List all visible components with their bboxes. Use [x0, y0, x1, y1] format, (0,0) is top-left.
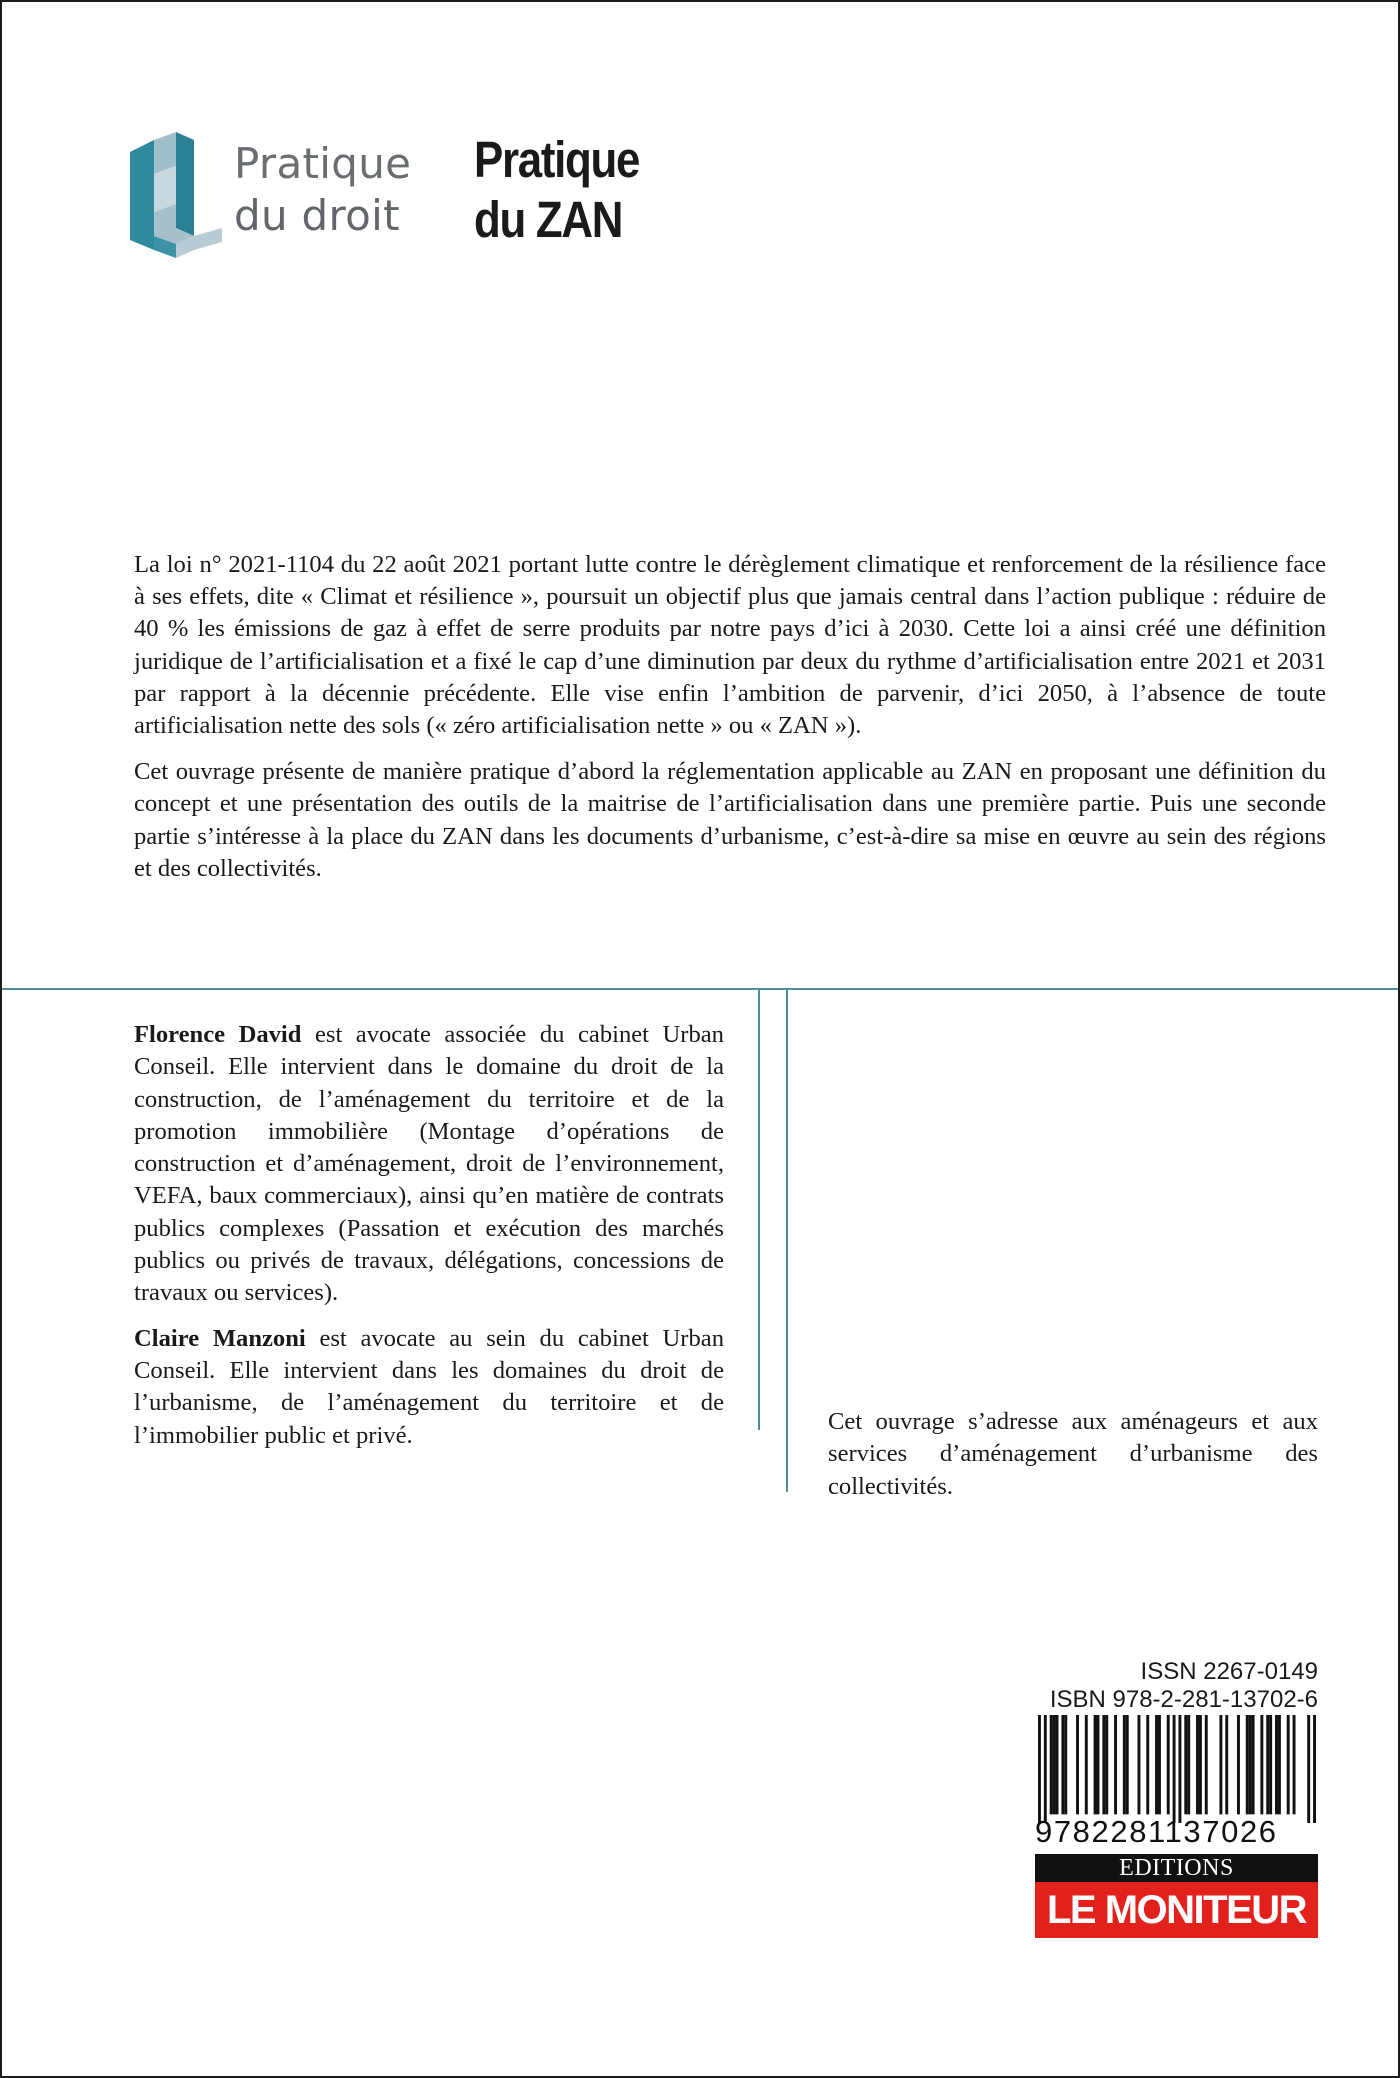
barcode-bar	[1287, 1715, 1290, 1814]
audience-text: Cet ouvrage s’adresse aux aménageurs et aux services d’aménagement d’urbanisme des collectivités.	[828, 1408, 1318, 1500]
barcode-bar	[1053, 1715, 1056, 1814]
barcode-bar	[1094, 1715, 1097, 1814]
barcode-bar	[1266, 1715, 1269, 1814]
barcode-bar	[1167, 1715, 1170, 1814]
barcode-bar	[1064, 1715, 1067, 1814]
intro-paragraph-1: La loi n° 2021-1104 du 22 août 2021 portant lutte contre le dérèglement climatique et renforcement de la résilience face à ses effets, dite « Climat et résilience », poursuit un objectif plus que jamais central dans l’action publique : réduire de 40 % les émissions de gaz à effet de serre produits par notre pays d’ici à 2030. Cette loi a ainsi créé une définition juridique de l’artificialisation et a fixé le cap d’une diminution par deux du rythme d’artificialisation entre 2021 et 2031 par rapport à la décennie précédente. Elle vise enfin l’ambition de parvenir, d’ici 2050, à l’absence de toute artificialisation nette des sols (« zéro artificialisation nette » ou « ZAN »).	[134, 551, 1326, 740]
pratique-du-droit-logo-icon	[130, 132, 230, 262]
horizontal-divider	[2, 988, 1398, 990]
isbn-label: ISBN 978-2-281-13702-6	[1049, 1686, 1318, 1713]
series-name-line1: Pratique	[234, 139, 412, 188]
barcode-bar	[1260, 1715, 1263, 1814]
barcode-bar	[1076, 1715, 1079, 1814]
barcode-bar	[1038, 1715, 1041, 1823]
publisher-logo-name: LE MONITEUR	[1035, 1882, 1318, 1938]
barcode-bar	[1278, 1715, 1281, 1814]
publisher-logo-top: EDITIONS	[1035, 1854, 1318, 1882]
barcode-bar	[1307, 1715, 1310, 1823]
authors-section	[134, 1019, 724, 1465]
ean-barcode-icon	[1038, 1715, 1316, 1823]
intro-paragraph-2: Cet ouvrage présente de manière pratique d’abord la réglementation applicable au ZAN en proposant une définition du concept et une présentation des outils de la maitrise de l’artificialisation dans une première partie. Puis une seconde partie s’intéresse à la place du ZAN dans les documents d’urbanisme, c’est-à-dire sa mise en œuvre au sein des régions et des collectivités.	[134, 758, 1326, 882]
audience-note	[828, 1406, 1318, 1503]
series-name-line2: du droit	[234, 191, 400, 240]
barcode-bar	[1105, 1715, 1108, 1814]
barcode-bar	[1252, 1715, 1255, 1814]
vertical-divider-left	[758, 990, 760, 1430]
barcode-bar	[1126, 1715, 1129, 1814]
barcode-bar	[1225, 1715, 1228, 1814]
barcode-bar	[1173, 1715, 1176, 1823]
barcode-bar	[1205, 1715, 1208, 1814]
book-title	[474, 130, 639, 250]
vertical-divider-right	[786, 990, 788, 1492]
barcode-bar	[1275, 1715, 1278, 1814]
barcode-bar	[1237, 1715, 1240, 1814]
barcode-bar	[1050, 1715, 1053, 1814]
author-name: Claire Manzoni	[134, 1324, 306, 1352]
barcode-bar	[1196, 1715, 1199, 1814]
barcode-bar	[1199, 1715, 1202, 1814]
book-title-line2: du ZAN	[474, 191, 623, 248]
author-bio	[134, 1323, 724, 1452]
barcode-bar	[1184, 1715, 1187, 1814]
barcode-bar	[1158, 1715, 1161, 1814]
author-bio-text: est avocate au sein du cabinet Urban Conseil. Elle intervient dans les domaines du droit de l’urbanisme, de l’aménagement du territoire et de l’immobilier public et privé.	[134, 1324, 724, 1449]
barcode-bar	[1085, 1715, 1088, 1814]
intro-text	[134, 549, 1326, 899]
barcode-bar	[1056, 1715, 1059, 1814]
barcode-bar	[1293, 1715, 1296, 1814]
barcode-bar	[1249, 1715, 1252, 1814]
barcode-bar	[1219, 1715, 1222, 1814]
barcode-bar	[1269, 1715, 1272, 1814]
barcode-bar	[1123, 1715, 1126, 1814]
barcode-bar	[1137, 1715, 1140, 1814]
barcode-bar	[1097, 1715, 1100, 1814]
barcode-bar	[1114, 1715, 1117, 1814]
series-name	[234, 138, 411, 242]
barcode-bar	[1246, 1715, 1249, 1814]
book-title-line1: Pratique	[474, 131, 640, 188]
barcode-bar	[1146, 1715, 1149, 1814]
barcode-bar	[1155, 1715, 1158, 1814]
barcode-bar	[1313, 1715, 1316, 1823]
barcode-bar	[1102, 1715, 1105, 1814]
barcode-bar	[1187, 1715, 1190, 1814]
author-bio	[134, 1019, 724, 1310]
issn-label: ISSN 2267-0149	[1140, 1658, 1318, 1685]
identifier-codes	[1032, 1658, 1318, 1714]
barcode-bar	[1061, 1715, 1064, 1814]
publisher-logo	[1035, 1854, 1318, 1938]
barcode-bar	[1044, 1715, 1047, 1823]
barcode-digits: 9782281137026	[1035, 1814, 1278, 1849]
author-bio-text: est avocate associée du cabinet Urban Conseil. Elle intervient dans le domaine du droit de la construction, de l’aménagement du territoire et de la promotion immobilière (Montage d’opérations de construction et d’aménagement, droit de l’environnement, VEFA, baux commerciaux), ainsi qu’en matière de contrats publics complexes (Passation et exécution des marchés publics ou privés de travaux, délégations, concessions de travaux ou services).	[134, 1021, 724, 1307]
barcode-bar	[1178, 1715, 1181, 1823]
author-name: Florence David	[134, 1021, 302, 1048]
